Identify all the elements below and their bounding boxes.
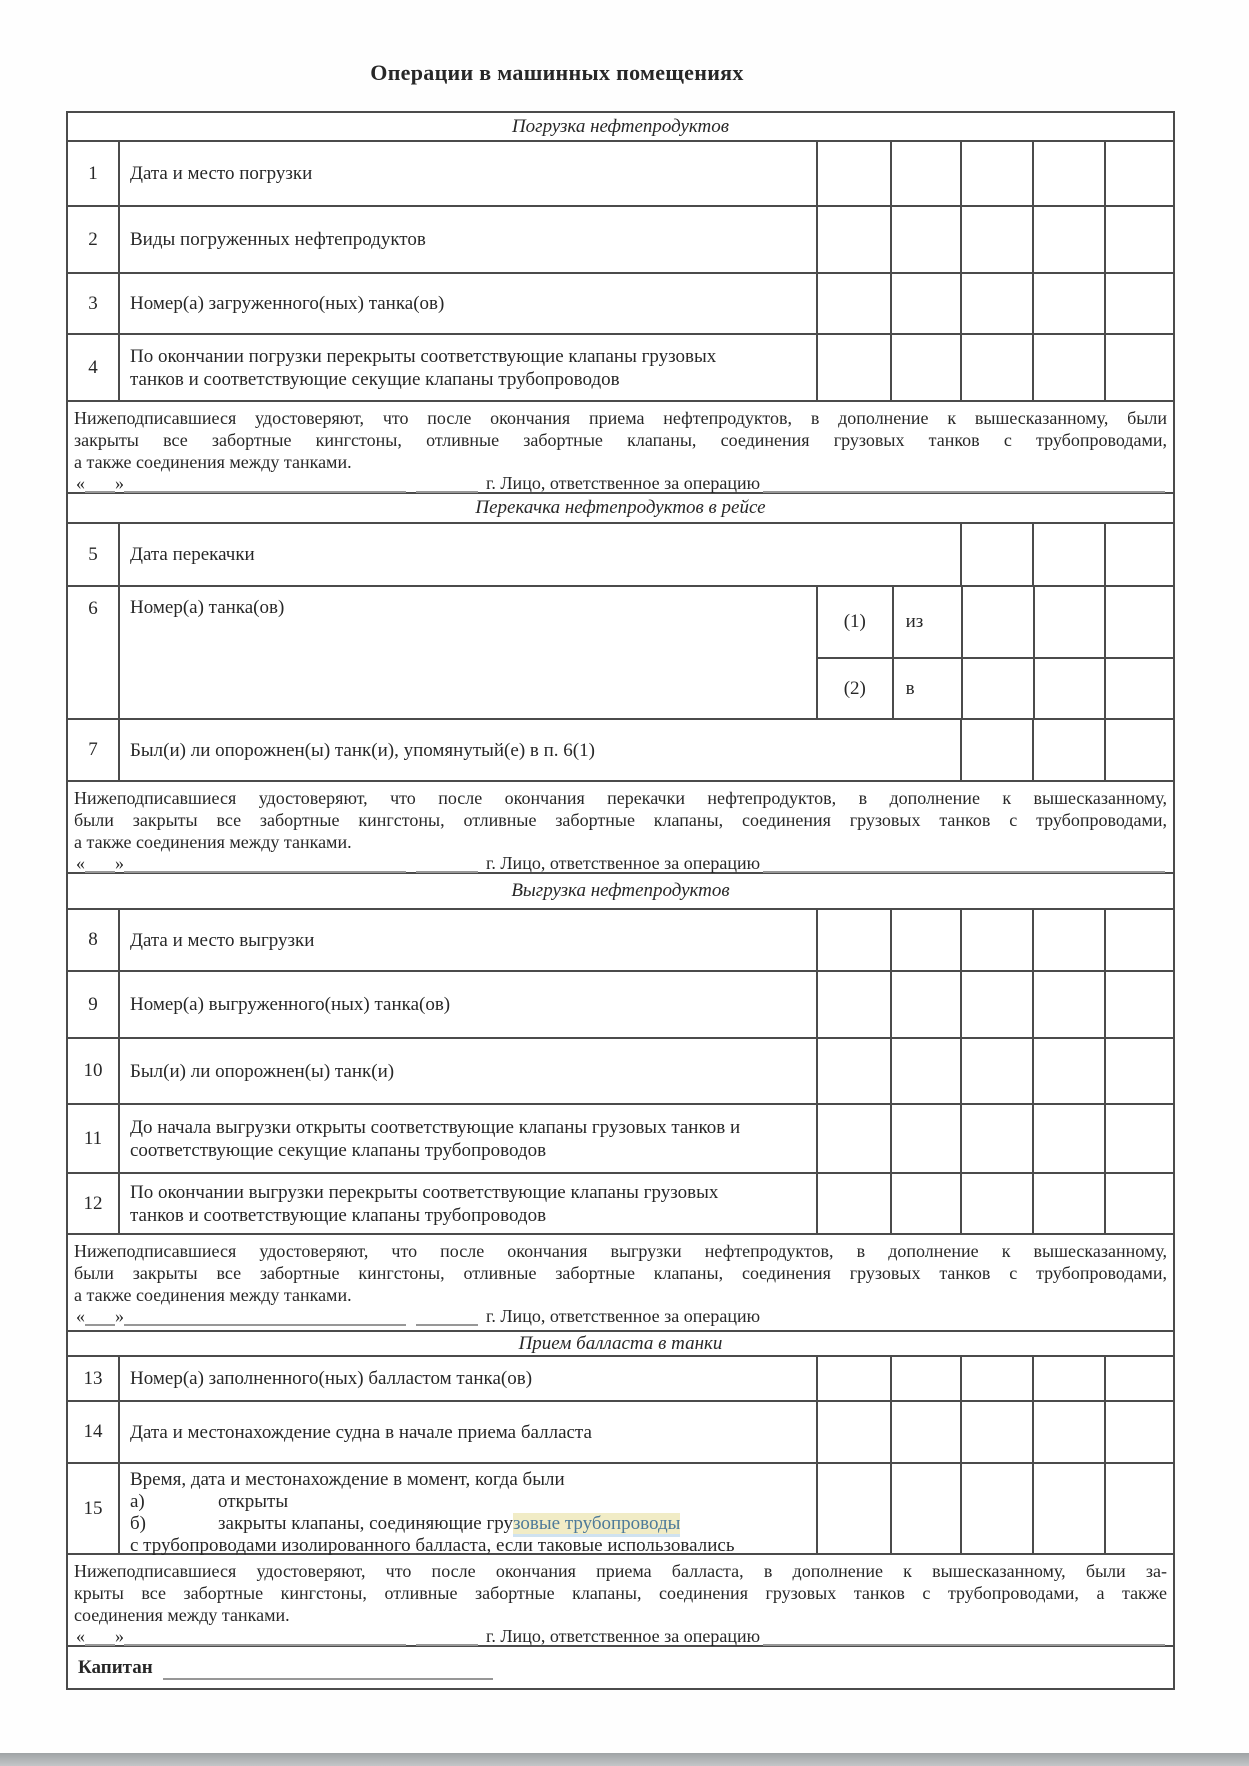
table-row-3 <box>68 272 1173 333</box>
row-number-cell <box>68 1402 118 1462</box>
certification-text: Нижеподписавшиеся удостоверяют, что после окончания выгрузки нефтепродуктов, в дополнение к вышесказанному, были закрыты все забортные кингстоны, отливные забортные клапаны, соединения грузовых танков с трубопроводами, а также соединения между танками. <box>74 1241 1167 1305</box>
row-label: Был(и) ли опорожнен(ы) танк(и) <box>130 1060 395 1082</box>
value-cell <box>960 910 1032 970</box>
row-number: 4 <box>88 356 98 378</box>
open-quote: « <box>76 473 85 493</box>
row-number: 15 <box>83 1497 103 1519</box>
year-blank <box>416 858 478 873</box>
value-cell <box>1032 720 1104 780</box>
table-row-2 <box>68 205 1173 272</box>
row-number-cell <box>68 587 118 718</box>
sub-word-cell: в <box>892 659 962 718</box>
value-cell <box>1032 1464 1104 1553</box>
row-label: Дата и местонахождение судна в начале приема балласта <box>130 1421 592 1443</box>
row-label: По окончании погрузки перекрыты соответствующие клапаны грузовых танков и соответствующие секущие клапаны трубопроводов <box>130 345 717 390</box>
value-cell <box>1104 1039 1173 1103</box>
row-number-cell <box>68 1105 118 1172</box>
value-cell <box>890 910 960 970</box>
row-label-cell <box>118 524 960 585</box>
subrow-to <box>818 657 1173 718</box>
value-cell <box>960 207 1032 272</box>
row-label-cell <box>118 972 816 1037</box>
value-cell <box>960 1174 1032 1233</box>
table-row-14 <box>68 1400 1173 1462</box>
value-cell <box>960 142 1032 205</box>
table-row-11 <box>68 1103 1173 1172</box>
value-cell <box>890 207 960 272</box>
value-cell <box>816 1039 890 1103</box>
value-cell <box>1104 207 1173 272</box>
value-cell <box>816 207 890 272</box>
page-bottom-edge <box>0 1753 1249 1766</box>
row-label: Номер(а) танка(ов) <box>130 597 285 618</box>
responsible-label: г. Лицо, ответственное за операцию <box>486 473 761 493</box>
value-cell <box>816 972 890 1037</box>
row-label-cell <box>118 720 960 780</box>
section-header-discharge <box>68 872 1173 908</box>
table-row-8 <box>68 908 1173 970</box>
row-number-cell <box>68 524 118 585</box>
row-label-cell <box>118 1039 816 1103</box>
day-blank <box>85 858 115 873</box>
responsible-name-blank <box>763 1631 1165 1646</box>
table-row-12 <box>68 1172 1173 1233</box>
value-cell <box>960 1105 1032 1172</box>
row-label-cell <box>118 142 816 205</box>
section-header-ballast <box>68 1330 1173 1355</box>
value-cell <box>816 335 890 400</box>
row-number-cell <box>68 720 118 780</box>
section-title: Погрузка нефтепродуктов <box>511 115 730 137</box>
value-cell <box>1104 972 1173 1037</box>
responsible-label: г. Лицо, ответственное за операцию <box>486 1306 761 1326</box>
table-row-4 <box>68 333 1173 400</box>
value-cell <box>1033 659 1105 718</box>
value-cell <box>890 335 960 400</box>
value-cell <box>816 142 890 205</box>
certification-text: Нижеподписавшиеся удостоверяют, что после окончания приема балласта, в дополнение к вышесказанному, были за- крыты все забортные кингстоны, отливные забортные клапаны, соединения грузовых танков с трубопроводами, а также соединения между танками. <box>74 1561 1167 1625</box>
row-label: Время, дата и местонахождение в момент, когда были а) открыты б) закрыты клапаны, соединяющие грузовые трубопроводы с трубопроводами изолированного балласта, если таковые использовались <box>130 1469 735 1556</box>
row-number-cell <box>68 142 118 205</box>
value-cell <box>890 1357 960 1400</box>
responsible-label: г. Лицо, ответственное за операцию <box>486 1626 761 1646</box>
close-quote: » <box>115 853 124 873</box>
row-number-cell <box>68 1039 118 1103</box>
value-cell <box>1104 720 1173 780</box>
responsible-name-blank <box>763 858 1165 873</box>
row-number-cell <box>68 1464 118 1553</box>
value-cell <box>1104 910 1173 970</box>
value-cell <box>890 274 960 333</box>
row-number-cell <box>68 972 118 1037</box>
certification-block-ballast <box>68 1553 1173 1645</box>
month-blank <box>124 1311 406 1326</box>
row-label: Дата и место погрузки <box>130 163 313 184</box>
day-blank <box>85 1311 115 1326</box>
row-number: 9 <box>88 993 98 1015</box>
responsible-label: г. Лицо, ответственное за операцию <box>486 853 761 873</box>
value-cell <box>1032 1402 1104 1462</box>
row-label: Номер(а) заполненного(ных) балластом танка(ов) <box>130 1368 533 1389</box>
section-header-transfer <box>68 492 1173 522</box>
sign-line <box>74 1306 1167 1328</box>
value-cell <box>816 1464 890 1553</box>
value-cell <box>1104 1464 1173 1553</box>
year-blank <box>416 1311 478 1326</box>
value-cell <box>960 524 1032 585</box>
table-row-7 <box>68 718 1173 780</box>
sub-word-cell: из <box>892 587 962 657</box>
value-cell <box>816 1357 890 1400</box>
month-blank <box>124 478 406 493</box>
value-cell <box>1033 587 1105 657</box>
certification-block-loading <box>68 400 1173 492</box>
value-cell <box>890 1464 960 1553</box>
row-number: 14 <box>83 1421 103 1442</box>
value-cell <box>1032 1357 1104 1400</box>
row-number: 10 <box>83 1060 103 1081</box>
close-quote: » <box>115 473 124 493</box>
value-cell <box>816 1105 890 1172</box>
row-label-cell <box>118 910 816 970</box>
value-cell <box>1032 142 1104 205</box>
table-row-15 <box>68 1462 1173 1556</box>
value-cell <box>961 659 1033 718</box>
certification-text: Нижеподписавшиеся удостоверяют, что после окончания приема нефтепродуктов, в дополнение к вышесказанному, были закрыты все забортные кингстоны, отливные забортные клапаны, соединения грузовых танков с трубопроводами, а также соединения между танками. <box>74 408 1167 472</box>
table-row-6 <box>68 585 1173 718</box>
day-blank <box>85 478 115 493</box>
row-label-cell <box>118 1174 816 1233</box>
value-cell <box>816 1174 890 1233</box>
row-number-cell <box>68 207 118 272</box>
close-quote: » <box>115 1306 124 1326</box>
value-cell <box>960 335 1032 400</box>
value-cell <box>1104 335 1173 400</box>
sign-line <box>74 1626 1167 1648</box>
row-label-cell <box>118 335 816 400</box>
value-cell <box>960 1402 1032 1462</box>
highlighted-text: зовые трубопроводы <box>513 1513 681 1534</box>
section-title: Выгрузка нефтепродуктов <box>511 880 730 901</box>
row-label: Дата и место выгрузки <box>130 929 315 951</box>
value-cell <box>1032 335 1104 400</box>
subrow-from <box>818 587 1173 657</box>
day-blank <box>85 1631 115 1646</box>
value-cell <box>1104 524 1173 585</box>
value-cell <box>890 1039 960 1103</box>
value-cell <box>1032 274 1104 333</box>
row-label: Виды погруженных нефтепродуктов <box>130 229 426 250</box>
captain-name-blank <box>163 1665 493 1680</box>
month-blank <box>124 858 406 873</box>
table-row-9 <box>68 970 1173 1037</box>
responsible-name-blank <box>763 478 1165 493</box>
value-cell <box>890 1105 960 1172</box>
row-number-cell <box>68 910 118 970</box>
month-blank <box>124 1631 406 1646</box>
row-number: 3 <box>88 292 98 314</box>
value-cell <box>960 1464 1032 1553</box>
section-header-loading <box>68 113 1173 140</box>
value-cell <box>890 1174 960 1233</box>
row-number-cell <box>68 335 118 400</box>
close-quote: » <box>115 1626 124 1646</box>
value-cell <box>1032 910 1104 970</box>
tank-transfer-subgrid <box>816 587 1173 718</box>
value-cell <box>1104 142 1173 205</box>
value-cell <box>1032 524 1104 585</box>
value-cell <box>960 1039 1032 1103</box>
year-blank <box>416 478 478 493</box>
value-cell <box>816 274 890 333</box>
value-cell <box>1032 1174 1104 1233</box>
value-cell <box>1104 1174 1173 1233</box>
row-label: Номер(а) выгруженного(ных) танка(ов) <box>130 994 451 1015</box>
table-row-5 <box>68 522 1173 585</box>
table-row-1 <box>68 140 1173 205</box>
value-cell <box>1032 972 1104 1037</box>
row-label: По окончании выгрузки перекрыты соответствующие клапаны грузовых танков и соответствующие клапаны трубопроводов <box>130 1181 719 1226</box>
value-cell <box>1032 1105 1104 1172</box>
value-cell <box>960 720 1032 780</box>
sign-line <box>74 473 1167 495</box>
value-cell <box>816 1402 890 1462</box>
document-title: Операции в машинных помещениях <box>370 60 744 85</box>
open-quote: « <box>76 1306 85 1326</box>
value-cell <box>1032 1039 1104 1103</box>
value-cell <box>960 1357 1032 1400</box>
sub-index-cell: (2) <box>843 677 866 699</box>
sign-line <box>74 853 1167 875</box>
row-number: 5 <box>88 543 98 565</box>
section-title: Перекачка нефтепродуктов в рейсе <box>475 497 766 518</box>
table-row-13 <box>68 1355 1173 1400</box>
value-cell <box>890 142 960 205</box>
row-label: Был(и) ли опорожнен(ы) танк(и), упомянутый(е) в п. 6(1) <box>130 739 595 761</box>
row-label-cell <box>118 1464 816 1556</box>
table-row-10 <box>68 1037 1173 1103</box>
section-title: Прием балласта в танки <box>518 1332 723 1354</box>
value-cell <box>890 972 960 1037</box>
sub-index-cell: (1) <box>843 611 866 632</box>
open-quote: « <box>76 853 85 873</box>
value-cell <box>960 972 1032 1037</box>
value-cell <box>1104 587 1173 657</box>
value-cell <box>1104 1105 1173 1172</box>
row-number: 13 <box>83 1367 103 1389</box>
row-number: 8 <box>88 929 98 950</box>
row-label-cell <box>118 1105 816 1172</box>
row-label-cell <box>118 207 816 272</box>
value-cell <box>1104 274 1173 333</box>
row-number: 2 <box>88 228 98 250</box>
value-cell <box>1032 207 1104 272</box>
value-cell <box>890 1402 960 1462</box>
year-blank <box>416 1631 478 1646</box>
row-number: 1 <box>88 162 98 184</box>
row-label-cell <box>118 1357 816 1400</box>
row-label: Номер(а) загруженного(ных) танка(ов) <box>130 293 445 314</box>
row-number-cell <box>68 1357 118 1400</box>
value-cell <box>1104 659 1173 718</box>
row-label-cell <box>118 274 816 333</box>
captain-row <box>68 1645 1173 1688</box>
operations-table <box>66 111 1175 1690</box>
row-number: 6 <box>88 598 98 619</box>
certification-block-transfer <box>68 780 1173 872</box>
row-label: До начала выгрузки открыты соответствующие клапаны грузовых танков и соответствующие секущие клапаны трубопроводов <box>130 1116 741 1161</box>
certification-text: Нижеподписавшиеся удостоверяют, что после окончания перекачки нефтепродуктов, в дополнение к вышесказанному, были закрыты все забортные кингстоны, отливные забортные клапаны, соединения грузовых танков с трубопроводами, а также соединения между танками. <box>74 788 1167 852</box>
captain-label: Капитан <box>78 1656 153 1678</box>
row-number: 11 <box>83 1127 103 1149</box>
row-number: 12 <box>83 1192 103 1214</box>
certification-block-discharge <box>68 1233 1173 1330</box>
value-cell <box>1104 1357 1173 1400</box>
row-number-cell <box>68 274 118 333</box>
open-quote: « <box>76 1626 85 1646</box>
row-number-cell <box>68 1174 118 1233</box>
value-cell <box>961 587 1033 657</box>
row-number: 7 <box>88 739 98 760</box>
value-cell <box>1104 1402 1173 1462</box>
row-label: Дата перекачки <box>130 544 255 565</box>
row-label-cell <box>118 1402 816 1462</box>
row-label-cell <box>118 587 816 718</box>
value-cell <box>816 910 890 970</box>
value-cell <box>960 274 1032 333</box>
